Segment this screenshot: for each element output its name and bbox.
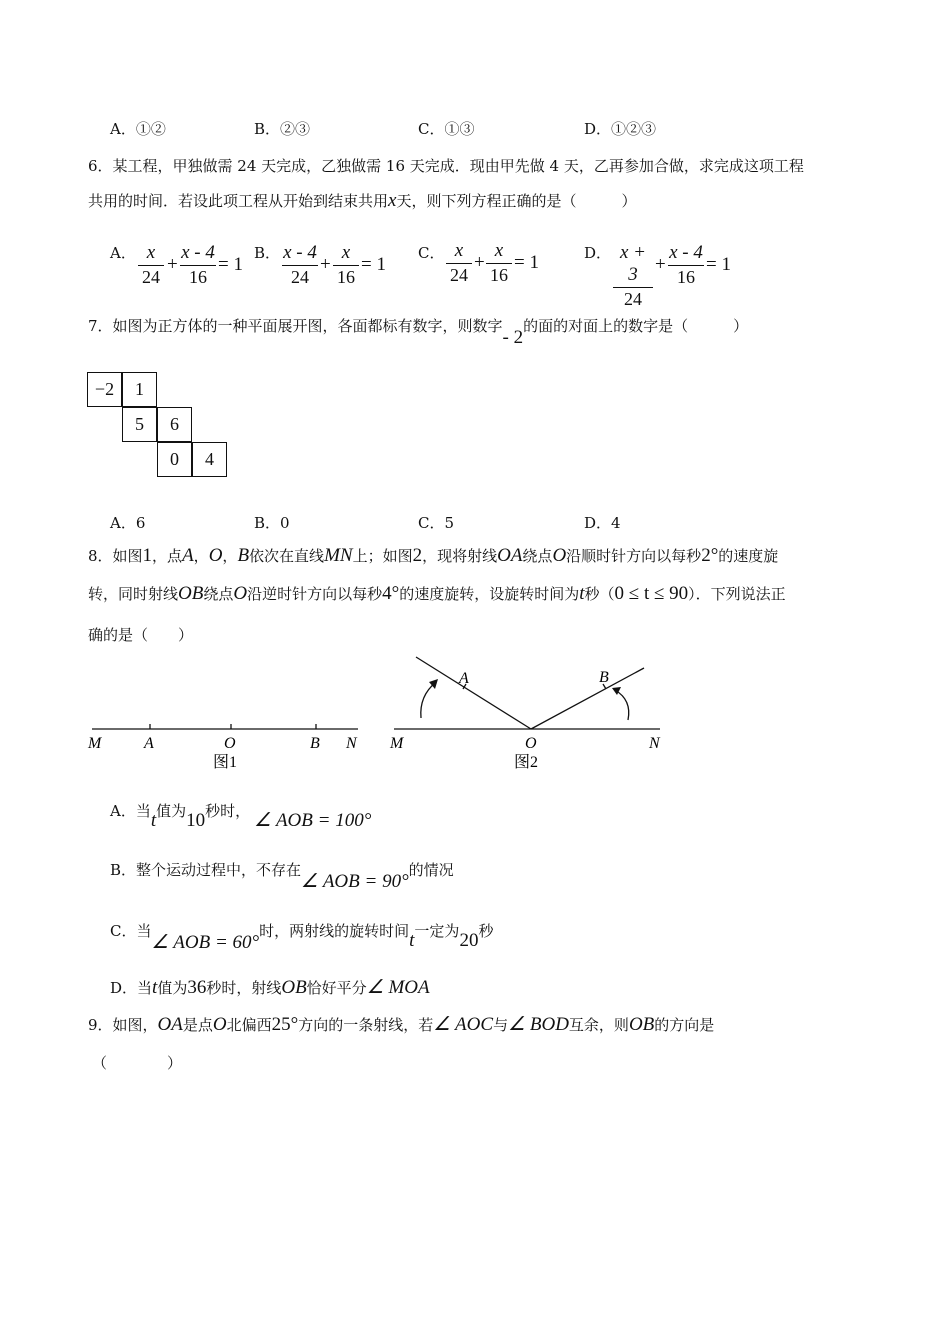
- q5-option-c: C．①③: [418, 120, 475, 138]
- q9-text-line1: 9．如图，OA是点O北偏西25°方向的一条射线，若∠ AOC与∠ BOD互余，则OB的方向是: [88, 1014, 715, 1035]
- q7-option-b: B．0: [254, 514, 290, 532]
- fig1-caption: 图1: [213, 754, 238, 771]
- q6-text-line2: 共用的时间．若设此项工程从开始到结束共用x天，则下列方程正确的是（ ）: [88, 190, 637, 211]
- q7-option-d: D．4: [584, 514, 621, 532]
- q7-option-a: A．6: [110, 514, 146, 532]
- q6-variable-x: x: [388, 190, 397, 211]
- net-face: 5: [122, 407, 157, 442]
- fig1-label-m: M: [88, 735, 102, 752]
- q8-text-line1: 8．如图1，点A，O，B依次在直线MN上；如图2，现将射线OA绕点O沿顺时针方向以每秒2°的速度旋: [88, 545, 779, 566]
- q6-text-line1: 6．某工程，甲独做需 24 天完成，乙独做需 16 天完成．现由甲先做 4 天，乙再参加合做，求完成这项工程: [88, 157, 804, 175]
- q8-text-line2: 转，同时射线OB绕点O沿逆时针方向以每秒4°的速度旋转，设旋转时间为t秒（0 ≤ t ≤ 90）．下列说法正: [88, 583, 786, 604]
- fig2-label-o: O: [525, 735, 537, 752]
- fig1-label-n: N: [346, 735, 357, 752]
- figure-2: [389, 657, 661, 771]
- net-face: 6: [157, 407, 192, 442]
- q9-text-line2: （ ）: [92, 1054, 183, 1072]
- q5-option-d: D．①②③: [584, 120, 657, 138]
- q8-option-d: D．当t值为36秒时，射线OB恰好平分∠ MOA: [110, 977, 430, 998]
- q5-option-a: A．①②: [110, 120, 166, 138]
- net-face: −2: [87, 372, 122, 407]
- net-face: 0: [157, 442, 192, 477]
- net-face: 4: [192, 442, 227, 477]
- fig1-label-o: O: [224, 735, 236, 752]
- q8-text-line3: 确的是（ ）: [88, 626, 194, 644]
- q7-text: 7．如图为正方体的一种平面展开图，各面都标有数字，则数字- 2的面的对面上的数字是（ ）: [88, 317, 749, 348]
- q5-option-b: B．②③: [254, 120, 311, 138]
- q8-option-c: C．当∠ AOB = 60°时，两射线的旋转时间t一定为20秒: [110, 922, 494, 953]
- fig2-label-n: N: [649, 735, 660, 752]
- q8-option-a: A．当t值为10秒时， ∠ AOB = 100°: [110, 802, 372, 831]
- fig2-label-a: A: [459, 670, 469, 687]
- figure-1: [87, 724, 358, 771]
- fig1-label-a: A: [144, 735, 154, 752]
- fig2-label-m: M: [390, 735, 404, 752]
- fig2-caption: 图2: [514, 754, 539, 771]
- q7-number: - 2: [502, 327, 524, 348]
- q7-option-c: C．5: [418, 514, 455, 532]
- fig1-label-b: B: [310, 735, 320, 752]
- fig2-label-b: B: [599, 669, 609, 686]
- net-face: 1: [122, 372, 157, 407]
- q8-option-b: B．整个运动过程中，不存在∠ AOB = 90°的情况: [110, 861, 454, 892]
